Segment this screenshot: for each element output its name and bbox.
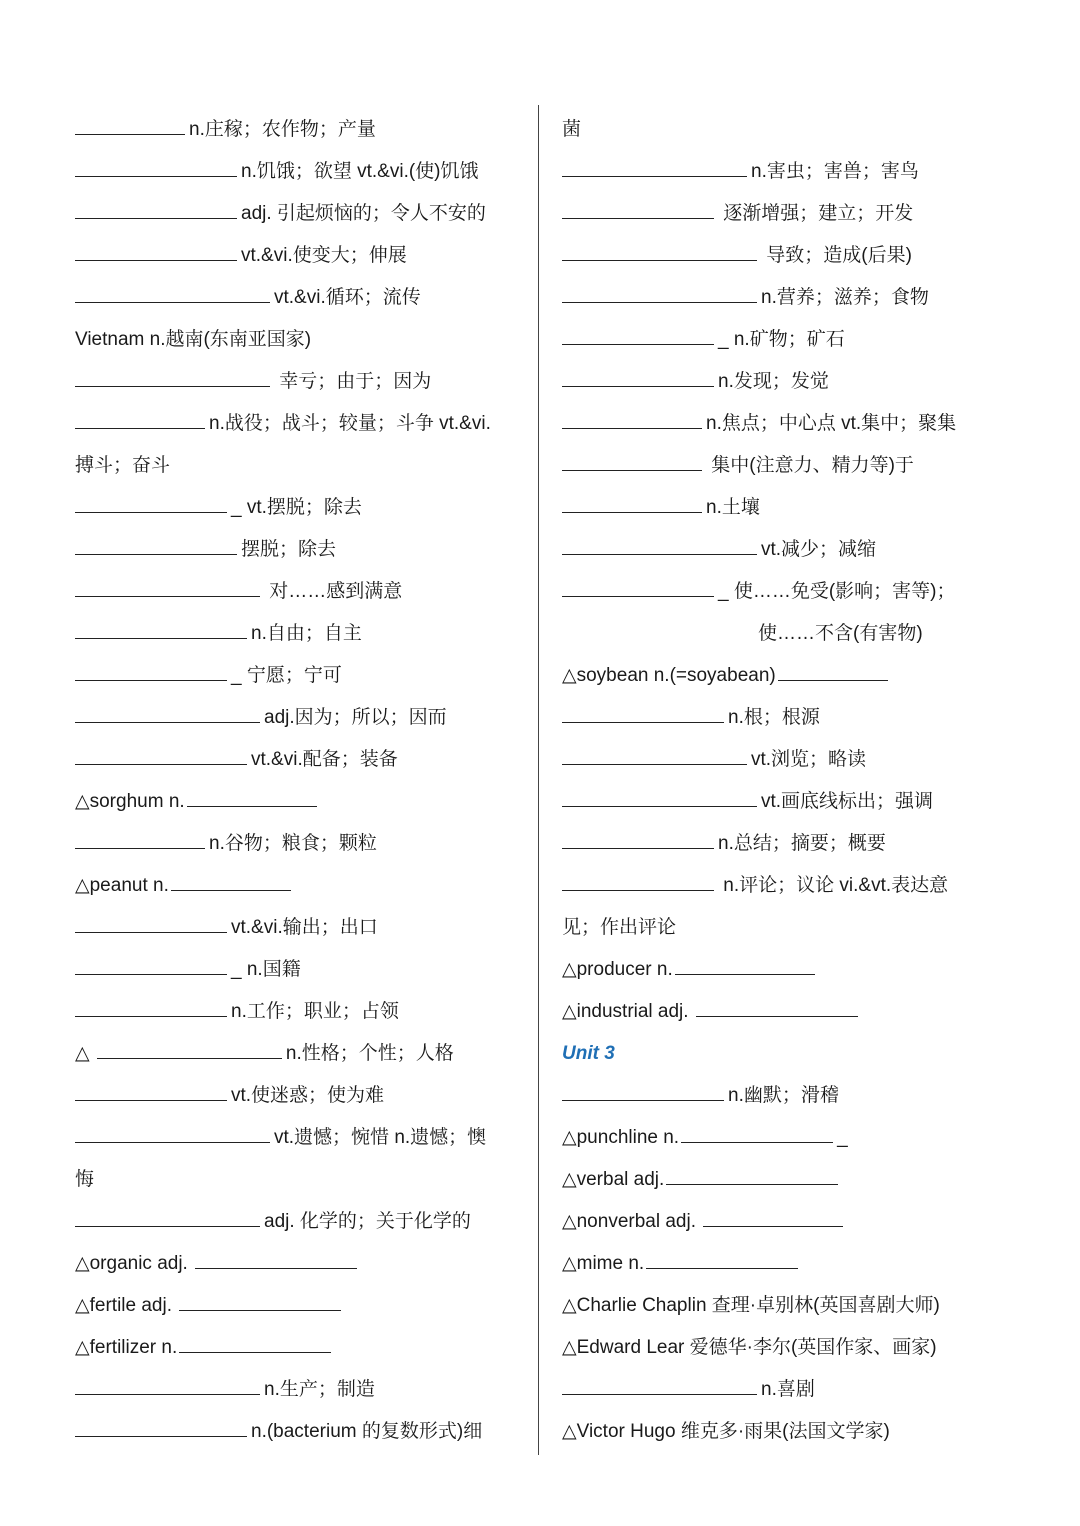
vocab-text: △sorghum n. bbox=[75, 791, 185, 812]
answer-blank[interactable] bbox=[562, 784, 757, 807]
vocab-text: 使……不含(有害物) bbox=[758, 623, 923, 644]
answer-blank[interactable] bbox=[562, 448, 702, 471]
vocab-text: vt.遗憾；惋惜 n.遗憾；懊 bbox=[274, 1127, 487, 1148]
column-divider bbox=[538, 105, 539, 1455]
vocab-tail-text: _ bbox=[837, 1127, 848, 1148]
vocab-line bbox=[562, 319, 1012, 361]
vocab-line bbox=[562, 865, 1012, 907]
vocab-line bbox=[562, 277, 1012, 319]
vocab-text: n.营养；滋养；食物 bbox=[761, 287, 929, 308]
vocab-line bbox=[75, 487, 527, 529]
vocab-text: Vietnam n.越南(东南亚国家) bbox=[75, 329, 312, 350]
vocab-line bbox=[75, 1285, 527, 1327]
vocab-text: n.幽默；滑稽 bbox=[728, 1085, 839, 1106]
vocab-text: adj.因为；所以；因而 bbox=[264, 707, 447, 728]
answer-blank[interactable] bbox=[696, 994, 858, 1017]
vocab-text: vt.&vi.循环；流传 bbox=[274, 287, 421, 308]
answer-blank[interactable] bbox=[562, 1372, 757, 1395]
answer-blank[interactable] bbox=[75, 826, 205, 849]
answer-blank[interactable] bbox=[75, 1120, 270, 1143]
vocab-line bbox=[75, 1159, 527, 1201]
answer-blank[interactable] bbox=[562, 364, 714, 387]
vocab-line bbox=[562, 1201, 1012, 1243]
vocab-text: 悔 bbox=[75, 1169, 95, 1190]
answer-blank[interactable] bbox=[75, 658, 227, 681]
answer-blank[interactable] bbox=[75, 616, 247, 639]
vocab-line bbox=[562, 1285, 1012, 1327]
vocab-line bbox=[562, 193, 1012, 235]
vocab-line bbox=[75, 1411, 527, 1453]
vocab-text: n.焦点；中心点 vt.集中；聚集 bbox=[706, 413, 957, 434]
vocab-line bbox=[75, 571, 527, 613]
vocab-line bbox=[562, 361, 1012, 403]
vocab-line bbox=[562, 1327, 1012, 1369]
vocab-line bbox=[75, 739, 527, 781]
answer-blank[interactable] bbox=[75, 112, 185, 135]
vocab-line bbox=[562, 1075, 1012, 1117]
vocab-text: 搏斗；奋斗 bbox=[75, 455, 171, 476]
vocab-line bbox=[75, 1243, 527, 1285]
vocab-text: n.(bacterium 的复数形式)细 bbox=[251, 1421, 483, 1442]
answer-blank[interactable] bbox=[75, 742, 247, 765]
vocab-text: △organic adj. bbox=[75, 1253, 194, 1274]
vocab-line bbox=[75, 865, 527, 907]
vocab-line bbox=[75, 655, 527, 697]
answer-blank[interactable] bbox=[562, 280, 757, 303]
answer-blank[interactable] bbox=[75, 1078, 227, 1101]
vocab-text: △peanut n. bbox=[75, 875, 169, 896]
vocab-text: n.土壤 bbox=[706, 497, 760, 518]
vocab-text: 菌 bbox=[562, 119, 582, 140]
answer-blank[interactable] bbox=[778, 658, 888, 681]
unit-heading: Unit 3 bbox=[562, 1043, 615, 1064]
vocab-text: △industrial adj. bbox=[562, 1001, 694, 1022]
answer-blank[interactable] bbox=[562, 826, 714, 849]
vocab-text: 导致；造成(后果) bbox=[761, 245, 912, 266]
answer-blank[interactable] bbox=[681, 1120, 833, 1143]
answer-blank[interactable] bbox=[75, 700, 260, 723]
answer-blank[interactable] bbox=[562, 490, 702, 513]
answer-blank[interactable] bbox=[75, 910, 227, 933]
vocab-text: _ 使……免受(影响；害等)； bbox=[718, 581, 956, 602]
vocab-text: △fertilizer n. bbox=[75, 1337, 178, 1358]
vocab-line bbox=[75, 403, 527, 445]
answer-blank[interactable] bbox=[562, 700, 724, 723]
vocab-text: n.战役；战斗；较量；斗争 vt.&vi. bbox=[209, 413, 491, 434]
answer-blank[interactable] bbox=[562, 742, 747, 765]
vocab-text: n.发现；发觉 bbox=[718, 371, 829, 392]
answer-blank[interactable] bbox=[179, 1288, 341, 1311]
vocab-text: n.害虫；害兽；害鸟 bbox=[751, 161, 919, 182]
answer-blank[interactable] bbox=[562, 1078, 724, 1101]
vocab-text: 幸亏；由于；因为 bbox=[274, 371, 432, 392]
answer-blank[interactable] bbox=[562, 322, 714, 345]
answer-blank[interactable] bbox=[562, 406, 702, 429]
vocab-text: _ 宁愿；宁可 bbox=[231, 665, 342, 686]
vocab-text: vt.浏览；略读 bbox=[751, 749, 867, 770]
vocab-line bbox=[562, 445, 1012, 487]
vocab-line bbox=[75, 1369, 527, 1411]
vocab-text: vt.使迷惑；使为难 bbox=[231, 1085, 385, 1106]
vocab-text: _ vt.摆脱；除去 bbox=[231, 497, 362, 518]
vocab-text: adj. 引起烦恼的；令人不安的 bbox=[241, 203, 486, 224]
vocab-text: vt.&vi.输出；出口 bbox=[231, 917, 378, 938]
vocab-text: n.谷物；粮食；颗粒 bbox=[209, 833, 377, 854]
vocab-text: n.工作；职业；占领 bbox=[231, 1001, 399, 1022]
vocab-line bbox=[562, 781, 1012, 823]
vocab-line bbox=[75, 613, 527, 655]
vocab-text: n.根；根源 bbox=[728, 707, 820, 728]
answer-blank[interactable] bbox=[75, 238, 237, 261]
answer-blank[interactable] bbox=[562, 532, 757, 555]
answer-blank[interactable] bbox=[562, 574, 714, 597]
vocab-line bbox=[562, 1369, 1012, 1411]
answer-blank[interactable] bbox=[562, 868, 714, 891]
vocab-line bbox=[75, 319, 527, 361]
vocab-text: n.饥饿；欲望 vt.&vi.(使)饥饿 bbox=[241, 161, 479, 182]
vocab-line bbox=[75, 445, 527, 487]
vocab-tail-text: n.性格；个性；人格 bbox=[285, 1043, 454, 1064]
answer-blank[interactable] bbox=[195, 1246, 357, 1269]
vocab-text: △Charlie Chaplin 查理·卓别林(英国喜剧大师) bbox=[562, 1295, 940, 1316]
vocab-line bbox=[75, 235, 527, 277]
vocab-line bbox=[562, 613, 1012, 655]
vocab-line bbox=[75, 823, 527, 865]
vocab-line bbox=[562, 1033, 1012, 1075]
answer-blank[interactable] bbox=[675, 952, 815, 975]
vocab-text: vt.&vi.配备；装备 bbox=[251, 749, 398, 770]
answer-blank[interactable] bbox=[562, 238, 757, 261]
right-column bbox=[562, 109, 1012, 1453]
vocab-text: △fertile adj. bbox=[75, 1295, 178, 1316]
vocab-line bbox=[562, 823, 1012, 865]
vocab-line bbox=[562, 1117, 1012, 1159]
vocab-text: n.喜剧 bbox=[761, 1379, 815, 1400]
vocab-line bbox=[75, 193, 527, 235]
vocab-text: _ n.矿物；矿石 bbox=[718, 329, 845, 350]
vocab-text: △mime n. bbox=[562, 1253, 645, 1274]
left-column bbox=[75, 109, 527, 1453]
answer-blank[interactable] bbox=[75, 154, 237, 177]
answer-blank[interactable] bbox=[562, 154, 747, 177]
answer-blank[interactable] bbox=[75, 532, 237, 555]
vocab-line bbox=[75, 907, 527, 949]
answer-blank[interactable] bbox=[75, 406, 205, 429]
answer-blank[interactable] bbox=[97, 1036, 282, 1059]
vocab-text: △soybean n.(=soyabean) bbox=[562, 665, 776, 686]
vocab-line bbox=[562, 991, 1012, 1033]
answer-blank[interactable] bbox=[75, 490, 227, 513]
vocab-line bbox=[562, 1411, 1012, 1453]
vocab-text: △Victor Hugo 维克多·雨果(法国文学家) bbox=[562, 1421, 890, 1442]
answer-blank[interactable] bbox=[75, 1414, 247, 1437]
vocab-line bbox=[75, 1327, 527, 1369]
vocab-text: 对……感到满意 bbox=[264, 581, 403, 602]
vocab-line bbox=[75, 277, 527, 319]
vocab-line bbox=[75, 151, 527, 193]
vocab-text: n.自由；自主 bbox=[251, 623, 362, 644]
answer-blank[interactable] bbox=[646, 1246, 798, 1269]
vocab-text: 逐渐增强；建立；开发 bbox=[718, 203, 914, 224]
vocab-line bbox=[562, 655, 1012, 697]
vocab-line bbox=[562, 403, 1012, 445]
answer-blank[interactable] bbox=[75, 364, 270, 387]
vocab-text: △punchline n. bbox=[562, 1127, 680, 1148]
vocab-text: n.庄稼；农作物；产量 bbox=[189, 119, 376, 140]
vocab-text: adj. 化学的；关于化学的 bbox=[264, 1211, 471, 1232]
vocab-line bbox=[75, 781, 527, 823]
vocab-text: △verbal adj. bbox=[562, 1169, 665, 1190]
vocab-text: 见；作出评论 bbox=[562, 917, 677, 938]
answer-blank[interactable] bbox=[179, 1330, 331, 1353]
answer-blank[interactable] bbox=[703, 1204, 843, 1227]
vocab-line bbox=[75, 1201, 527, 1243]
vocab-line bbox=[562, 949, 1012, 991]
vocab-text: △nonverbal adj. bbox=[562, 1211, 702, 1232]
answer-blank[interactable] bbox=[562, 196, 714, 219]
vocab-line bbox=[562, 151, 1012, 193]
vocab-line bbox=[562, 235, 1012, 277]
vocab-line bbox=[75, 1117, 527, 1159]
vocab-line bbox=[562, 529, 1012, 571]
vocab-line bbox=[562, 109, 1012, 151]
answer-blank[interactable] bbox=[75, 1372, 260, 1395]
vocab-line bbox=[562, 487, 1012, 529]
answer-blank[interactable] bbox=[75, 1204, 260, 1227]
answer-blank[interactable] bbox=[75, 994, 227, 1017]
vocab-text: vt.减少；减缩 bbox=[761, 539, 877, 560]
vocab-text: △producer n. bbox=[562, 959, 673, 980]
answer-blank[interactable] bbox=[171, 868, 291, 891]
answer-blank[interactable] bbox=[75, 196, 237, 219]
vocab-line bbox=[75, 529, 527, 571]
answer-blank[interactable] bbox=[75, 574, 260, 597]
vocab-line bbox=[562, 571, 1012, 613]
vocab-line bbox=[75, 361, 527, 403]
vocab-line bbox=[562, 739, 1012, 781]
vocab-line bbox=[75, 949, 527, 991]
vocab-text: △Edward Lear 爱德华·李尔(英国作家、画家) bbox=[562, 1337, 937, 1358]
vocab-line bbox=[75, 1075, 527, 1117]
vocab-text: _ n.国籍 bbox=[231, 959, 301, 980]
vocab-line bbox=[75, 109, 527, 151]
answer-blank[interactable] bbox=[75, 280, 270, 303]
vocab-line bbox=[562, 1159, 1012, 1201]
vocab-line bbox=[562, 907, 1012, 949]
vocab-line bbox=[75, 1033, 527, 1075]
answer-blank[interactable] bbox=[666, 1162, 838, 1185]
vocab-line bbox=[75, 991, 527, 1033]
vocab-line bbox=[562, 1243, 1012, 1285]
vocab-text: vt.&vi.使变大；伸展 bbox=[241, 245, 407, 266]
vocab-text: 摆脱；除去 bbox=[241, 539, 337, 560]
vocab-text: n.评论；议论 vi.&vt.表达意 bbox=[718, 875, 949, 896]
vocab-text: n.生产；制造 bbox=[264, 1379, 375, 1400]
vocab-text: vt.画底线标出；强调 bbox=[761, 791, 934, 812]
vocab-line bbox=[562, 697, 1012, 739]
answer-blank[interactable] bbox=[187, 784, 317, 807]
vocab-text: △ bbox=[75, 1043, 95, 1064]
answer-blank[interactable] bbox=[75, 952, 227, 975]
vocab-line bbox=[75, 697, 527, 739]
vocab-text: n.总结；摘要；概要 bbox=[718, 833, 886, 854]
vocab-text: 集中(注意力、精力等)于 bbox=[706, 455, 914, 476]
